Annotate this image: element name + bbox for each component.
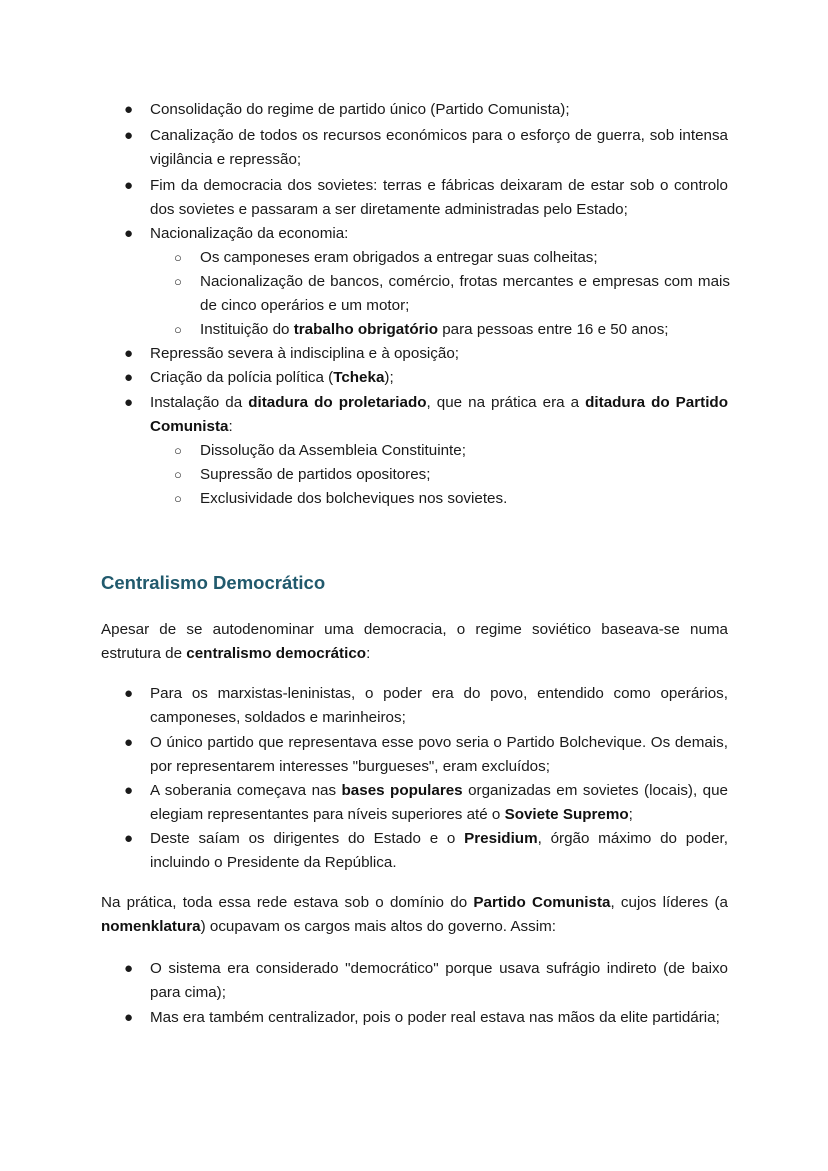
sub-list-item: Supressão de partidos opositores; xyxy=(200,466,431,483)
section-heading: Centralismo Democrático xyxy=(101,572,326,593)
list-item: O sistema era considerado "democrático" porque usava sufrágio indireto (de baixo para cima); xyxy=(150,960,728,1001)
list-item: Mas era também centralizador, pois o poder real estava nas mãos da elite partidária; xyxy=(150,1009,720,1026)
bullet-marker: ● xyxy=(124,1009,134,1026)
sub-list-item: Instituição do trabalho obrigatório para pessoas entre 16 e 50 anos; xyxy=(200,321,669,338)
bullet-marker: ● xyxy=(124,960,134,977)
bullet-marker: ● xyxy=(124,177,134,194)
bullet-marker: ● xyxy=(124,369,134,386)
bullet-marker: ● xyxy=(124,225,134,242)
list-item: Instalação da ditadura do proletariado, que na prática era a ditadura do Partido Comunista: xyxy=(150,394,728,435)
sub-bullet-marker: ○ xyxy=(174,274,182,289)
sub-bullet-marker: ○ xyxy=(174,491,182,506)
list-item: Repressão severa à indisciplina e à oposição; xyxy=(150,345,459,362)
sub-list-item: Exclusividade dos bolcheviques nos sovietes. xyxy=(200,490,508,507)
list-item: Consolidação do regime de partido único (Partido Comunista); xyxy=(150,101,570,118)
list-item: Canalização de todos os recursos económicos para o esforço de guerra, sob intensa vigilância e repressão; xyxy=(150,127,728,168)
sub-bullet-marker: ○ xyxy=(174,443,182,458)
list-item: Criação da polícia política (Tcheka); xyxy=(150,369,394,386)
list-item: A soberania começava nas bases populares organizadas em sovietes (locais), que elegiam representantes para níveis superiores até o Soviete Supremo; xyxy=(150,782,728,823)
intro-paragraph: Apesar de se autodenominar uma democracia, o regime soviético baseava-se numa estrutura de centralismo democrático: xyxy=(101,621,728,662)
sub-list-item: Nacionalização de bancos, comércio, frotas mercantes e empresas com mais de cinco operários e um motor; xyxy=(200,273,730,314)
bullet-marker: ● xyxy=(124,830,134,847)
list-item: Fim da democracia dos sovietes: terras e fábricas deixaram de estar sob o controlo dos sovietes e passaram a ser diretamente administradas pelo Estado; xyxy=(150,177,728,218)
paragraph: Na prática, toda essa rede estava sob o domínio do Partido Comunista, cujos líderes (a nomenklatura) ocupavam os cargos mais altos do governo. Assim: xyxy=(101,894,728,935)
bullet-marker: ● xyxy=(124,127,134,144)
bullet-marker: ● xyxy=(124,394,134,411)
sub-bullet-marker: ○ xyxy=(174,467,182,482)
list-item: Deste saíam os dirigentes do Estado e o Presidium, órgão máximo do poder, incluindo o Presidente da República. xyxy=(150,830,728,871)
bullet-marker: ● xyxy=(124,345,134,362)
list-item: O único partido que representava esse povo seria o Partido Bolchevique. Os demais, por representarem interesses "burgueses", eram excluídos; xyxy=(150,734,728,775)
bullet-marker: ● xyxy=(124,782,134,799)
bullet-marker: ● xyxy=(124,101,134,118)
sub-bullet-marker: ○ xyxy=(174,250,182,265)
list-item: Nacionalização da economia: xyxy=(150,225,349,242)
sub-list-item: Os camponeses eram obrigados a entregar suas colheitas; xyxy=(200,249,598,266)
sub-list-item: Dissolução da Assembleia Constituinte; xyxy=(200,442,466,459)
bullet-marker: ● xyxy=(124,734,134,751)
sub-bullet-marker: ○ xyxy=(174,322,182,337)
list-item: Para os marxistas-leninistas, o poder era do povo, entendido como operários, camponeses, soldados e marinheiros; xyxy=(150,685,728,726)
bullet-marker: ● xyxy=(124,685,134,702)
